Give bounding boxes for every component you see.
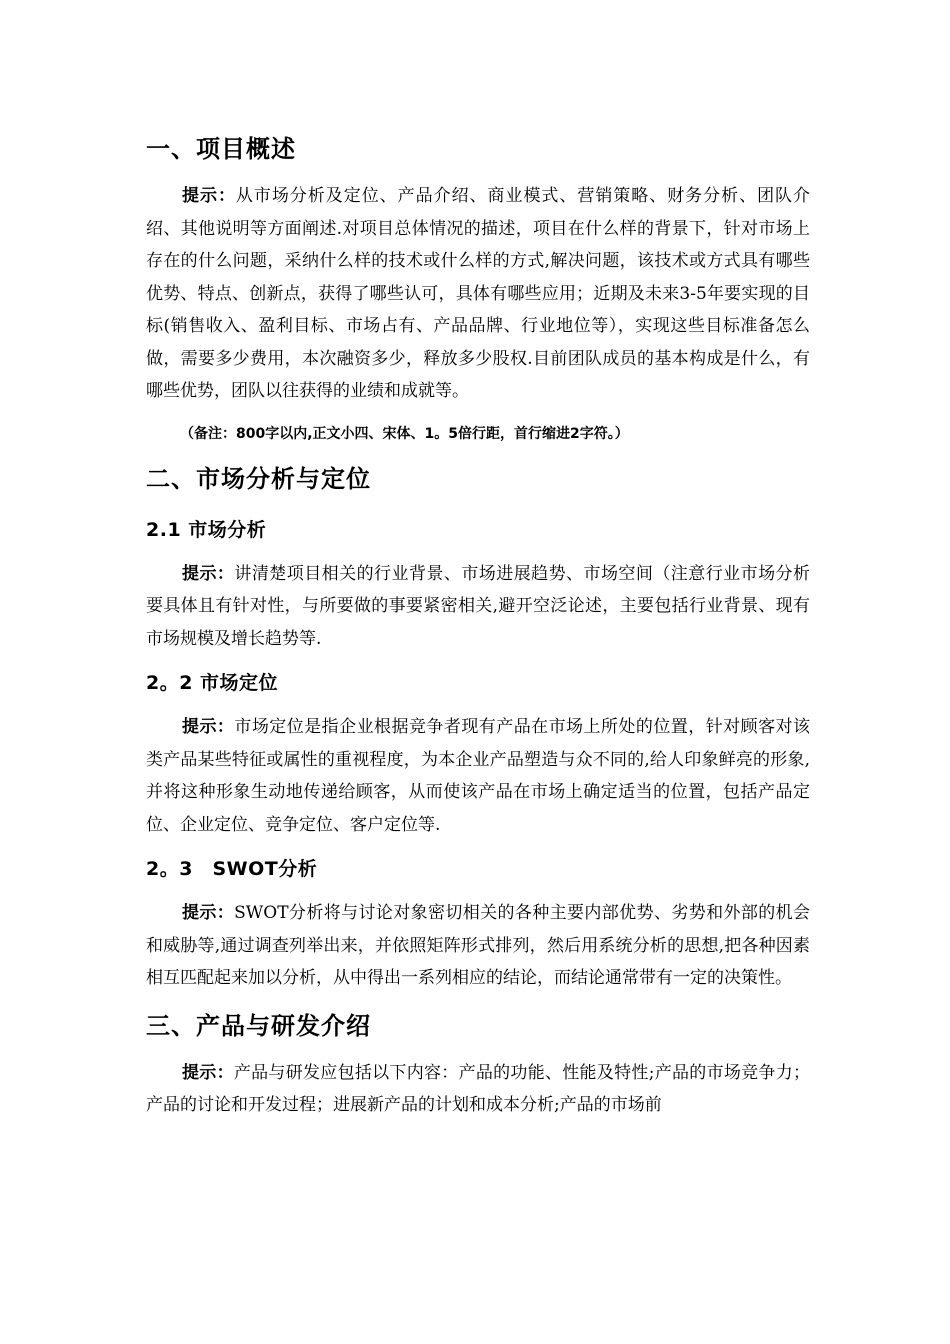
hint-text: SWOT分析将与讨论对象密切相关的各种主要内部优势、劣势和外部的机会和威胁等,通过调查列举出来，并依照矩阵形式排列，然后用系统分析的思想,把各种因素相互匹配起来加以分析，从中得出一系列相应的结论，而结论通常带有一定的决策性。 xyxy=(146,903,810,988)
hint-label: 提示： xyxy=(182,186,236,206)
section-3-paragraph xyxy=(146,1057,810,1122)
section-1-heading: 一、项目概述 xyxy=(146,135,296,163)
hint-label: 提示： xyxy=(182,563,235,584)
section-2-heading: 二、市场分析与定位 xyxy=(146,464,371,493)
section-3-heading: 三、产品与研发介绍 xyxy=(146,1011,371,1040)
section-1-note: （备注：800字以内,正文小四、宋体、1。5倍行距，首行缩进2字符。） xyxy=(180,425,629,442)
hint-label: 提示： xyxy=(182,1062,234,1083)
hint-text: 产品与研发应包括以下内容：产品的功能、性能及特性;产品的市场竞争力；产品的讨论和开发过程；进展新产品的计划和成本分析;产品的市场前 xyxy=(146,1062,810,1115)
hint-label: 提示： xyxy=(182,903,235,923)
subsection-2-2-paragraph xyxy=(146,711,810,841)
document-page xyxy=(146,126,810,1122)
subsection-2-3-heading: 2。3 SWOT分析 xyxy=(146,858,318,880)
subsection-2-1-paragraph xyxy=(146,558,810,656)
hint-label: 提示： xyxy=(182,717,235,737)
subsection-2-1-heading: 2.1 市场分析 xyxy=(146,518,267,541)
section-1-paragraph xyxy=(146,180,810,408)
subsection-2-2-heading: 2。2 市场定位 xyxy=(146,672,279,694)
subsection-2-3-paragraph xyxy=(146,897,810,995)
hint-text: 从市场分析及定位、产品介绍、商业模式、营销策略、财务分析、团队介绍、其他说明等方面阐述.对项目总体情况的描述，项目在什么样的背景下，针对市场上存在的什么问题，采纳什么样的技术或什么样的方式,解决问题，该技术或方式具有哪些优势、特点、创新点，获得了哪些认可，具体有哪些应用；近期及未来3-5年要实现的目标(销售收入、盈利目标、市场占有、产品品牌、行业地位等），实现这些目标准备怎么做，需要多少费用，本次融资多少，释放多少股权.目前团队成员的基本构成是什么，有哪些优势，团队以往获得的业绩和成就等。 xyxy=(146,186,811,401)
hint-text: 市场定位是指企业根据竞争者现有产品在市场上所处的位置，针对顾客对该类产品某些特征或属性的重视程度，为本企业产品塑造与众不同的,给人印象鲜亮的形象,并将这种形象生动地传递给顾客，从而使该产品在市场上确定适当的位置，包括产品定位、企业定位、竞争定位、客户定位等. xyxy=(146,717,811,835)
hint-text: 讲清楚项目相关的行业背景、市场进展趋势、市场空间（注意行业市场分析要具体且有针对性，与所要做的事要紧密相关,避开空泛论述，主要包括行业背景、现有市场规模及增长趋势等. xyxy=(146,563,811,649)
